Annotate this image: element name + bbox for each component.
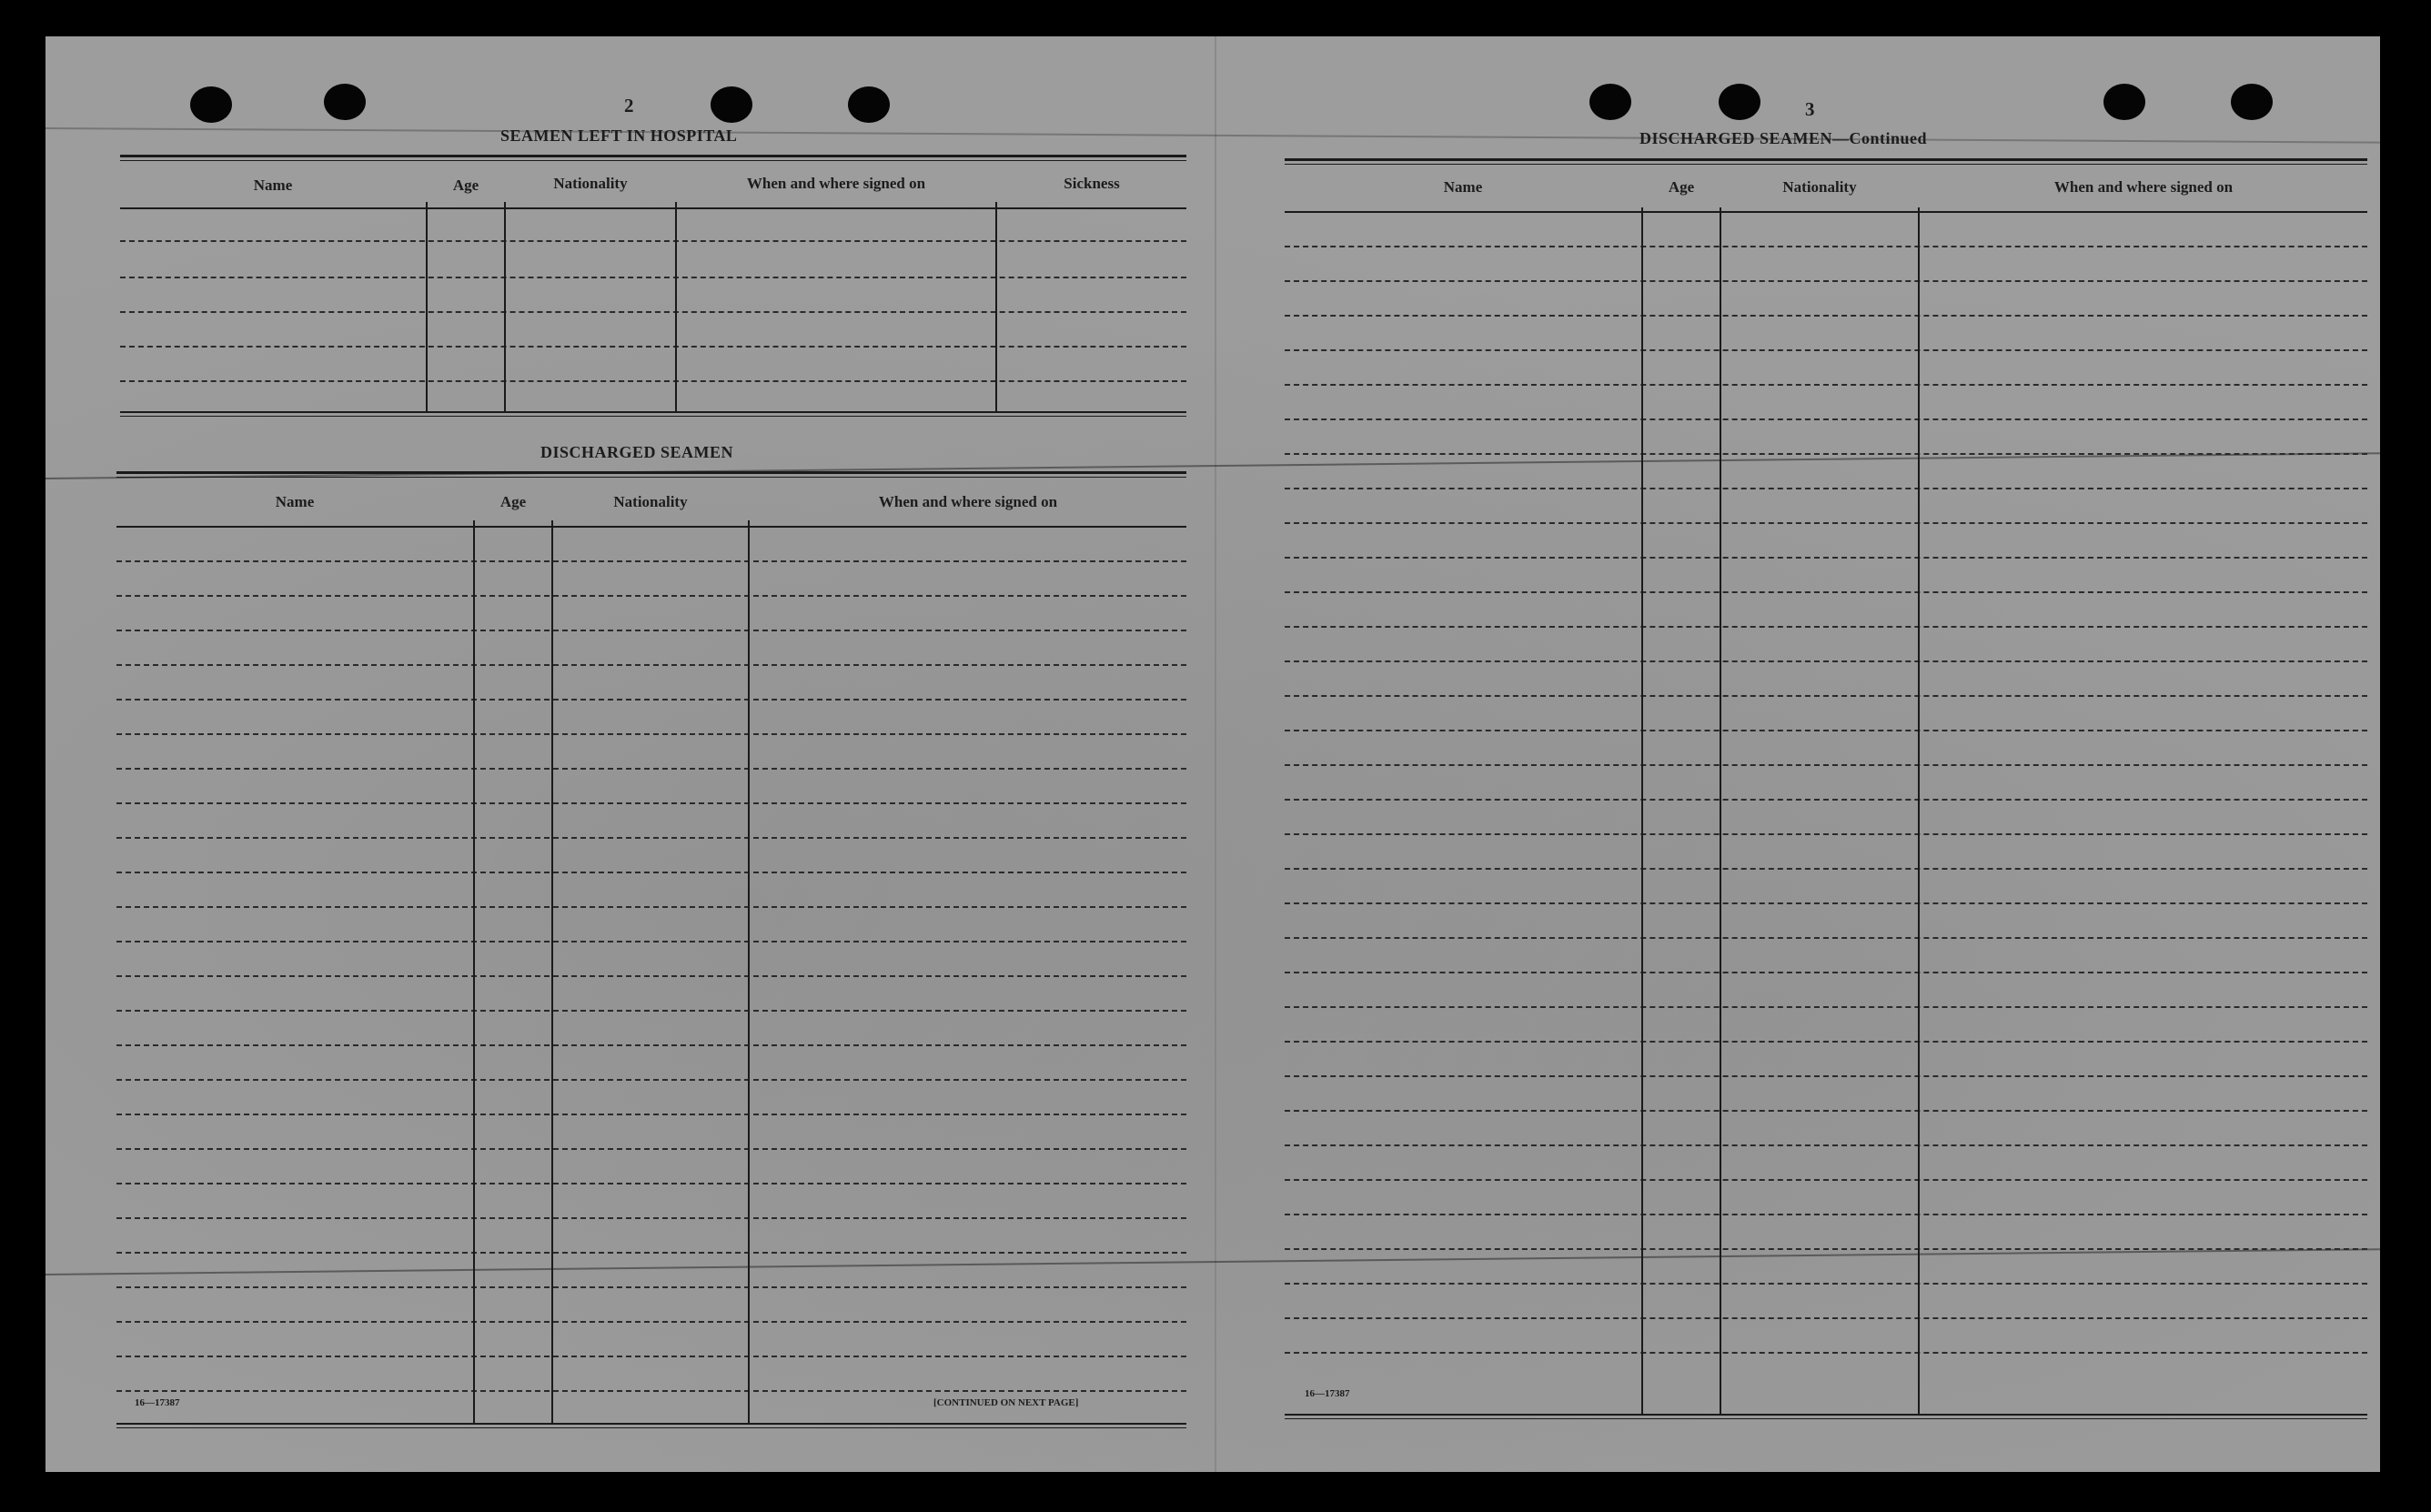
punch-hole	[1589, 84, 1631, 120]
table-row	[116, 1217, 1186, 1219]
table-row	[116, 630, 1186, 631]
right-page-number: 3	[1805, 98, 1815, 120]
table-row	[116, 733, 1186, 735]
table-row	[116, 664, 1186, 666]
table-row	[1285, 1075, 2367, 1077]
left-page-number: 2	[624, 95, 634, 116]
table-row	[1285, 1041, 2367, 1043]
continued-note: [CONTINUED ON NEXT PAGE]	[933, 1397, 1079, 1408]
table-row	[116, 906, 1186, 908]
table-row	[1285, 1214, 2367, 1215]
left-form-number: 16—17387	[135, 1397, 180, 1408]
table-row	[1285, 626, 2367, 628]
table-row	[116, 1044, 1186, 1046]
table-row	[116, 560, 1186, 562]
table-row	[1285, 349, 2367, 351]
table-row	[1285, 280, 2367, 282]
table-row	[1285, 868, 2367, 870]
table-row	[120, 240, 1186, 242]
table-row	[116, 1356, 1186, 1357]
table-row	[1285, 799, 2367, 801]
discharged-col-age: Age	[499, 493, 527, 510]
table-row	[1285, 1006, 2367, 1008]
table-row	[120, 277, 1186, 278]
table-row	[116, 1252, 1186, 1254]
discharged-table-left	[116, 471, 1186, 1434]
table-row	[1285, 1283, 2367, 1285]
punch-hole	[2103, 84, 2145, 120]
table-row	[1285, 488, 2367, 489]
hospital-table	[120, 155, 1186, 418]
table-row	[116, 1390, 1186, 1392]
right-form-number: 16—17387	[1305, 1388, 1350, 1399]
table-row	[116, 941, 1186, 942]
table-row	[1285, 453, 2367, 455]
table-row	[1285, 695, 2367, 697]
punch-hole	[848, 86, 890, 123]
table-row	[1285, 418, 2367, 420]
right-col-nationality: Nationality	[1782, 178, 1857, 196]
table-row	[1285, 315, 2367, 317]
right-col-name: Name	[1443, 178, 1483, 196]
table-row	[116, 1148, 1186, 1150]
table-row	[1285, 1352, 2367, 1354]
scan-line	[45, 127, 2380, 144]
table-row	[1285, 730, 2367, 731]
table-row	[116, 975, 1186, 977]
table-row	[1285, 937, 2367, 939]
table-row	[116, 1114, 1186, 1115]
table-row	[1285, 1179, 2367, 1181]
table-row	[1285, 1144, 2367, 1146]
punch-hole	[324, 84, 366, 120]
table-row	[120, 311, 1186, 313]
table-row	[116, 1010, 1186, 1012]
table-row	[1285, 833, 2367, 835]
table-row	[1285, 246, 2367, 247]
punch-hole	[2231, 84, 2273, 120]
table-row	[1285, 1110, 2367, 1112]
table-row	[1285, 972, 2367, 973]
hospital-col-name: Name	[253, 176, 293, 194]
page-fold	[1215, 36, 1216, 1472]
table-row	[1285, 1317, 2367, 1319]
hospital-col-age: Age	[452, 176, 479, 194]
right-col-signed-on: When and where signed on	[2053, 178, 2234, 196]
table-row	[1285, 522, 2367, 524]
right-discharged-section-title: DISCHARGED SEAMEN—Continued	[1639, 129, 1928, 147]
table-row	[116, 595, 1186, 597]
discharged-col-name: Name	[275, 493, 315, 510]
table-row	[1285, 764, 2367, 766]
table-row	[116, 802, 1186, 804]
table-row	[116, 1286, 1186, 1288]
punch-hole	[1719, 84, 1760, 120]
punch-hole	[190, 86, 232, 123]
table-row	[116, 768, 1186, 770]
table-row	[120, 346, 1186, 348]
hospital-section-title: SEAMEN LEFT IN HOSPITAL	[500, 126, 738, 145]
hospital-col-nationality: Nationality	[553, 175, 628, 192]
table-row	[116, 1079, 1186, 1081]
discharged-col-nationality: Nationality	[613, 493, 688, 510]
table-row	[116, 837, 1186, 839]
table-row	[116, 1183, 1186, 1184]
discharged-table-right	[1285, 158, 2367, 1428]
table-row	[120, 380, 1186, 382]
hospital-col-sickness: Sickness	[1064, 175, 1120, 192]
discharged-section-title: DISCHARGED SEAMEN	[540, 443, 734, 461]
table-row	[1285, 902, 2367, 904]
table-row	[1285, 1248, 2367, 1250]
table-row	[116, 1321, 1186, 1323]
table-row	[1285, 660, 2367, 662]
form-sheet	[45, 36, 2380, 1472]
table-row	[1285, 591, 2367, 593]
table-row	[1285, 557, 2367, 559]
table-row	[116, 699, 1186, 701]
table-row	[1285, 384, 2367, 386]
table-row	[116, 872, 1186, 873]
discharged-col-signed-on: When and where signed on	[878, 493, 1058, 510]
right-col-age: Age	[1668, 178, 1695, 196]
hospital-col-signed-on: When and where signed on	[746, 175, 926, 192]
punch-hole	[711, 86, 752, 123]
